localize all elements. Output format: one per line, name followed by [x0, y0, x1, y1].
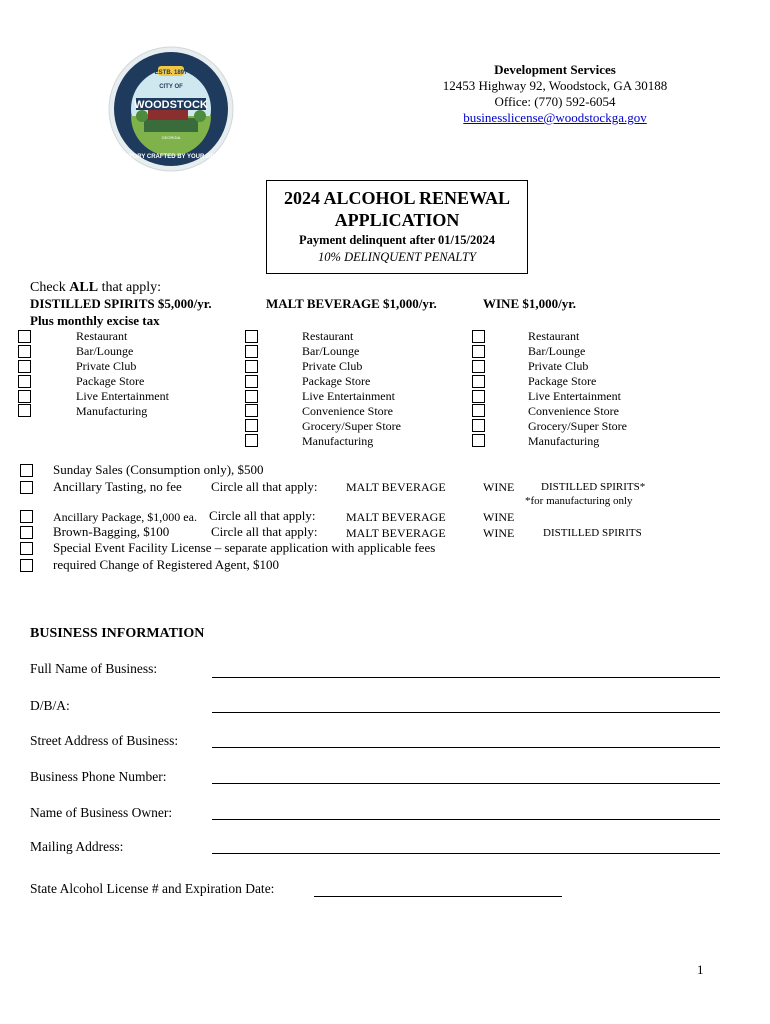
- list-item: Live Entertainment: [76, 389, 169, 403]
- brown-distilled-option[interactable]: DISTILLED SPIRITS: [543, 527, 642, 539]
- business-name-field[interactable]: [212, 677, 720, 678]
- brown-bagging-checkbox[interactable]: [20, 526, 33, 539]
- office-address: 12453 Highway 92, Woodstock, GA 30188: [442, 78, 668, 93]
- special-event-label: Special Event Facility License – separate application with applicable fees: [53, 540, 436, 555]
- checkbox[interactable]: [472, 330, 485, 343]
- checkbox[interactable]: [245, 345, 258, 358]
- registered-agent-label: required Change of Registered Agent, $100: [53, 557, 279, 572]
- office-phone: Office: (770) 592-6054: [494, 94, 616, 109]
- wine-list: [528, 329, 627, 449]
- checkbox[interactable]: [18, 330, 31, 343]
- sunday-sales-checkbox[interactable]: [20, 464, 33, 477]
- list-item: Convenience Store: [528, 404, 619, 418]
- package-wine-option[interactable]: WINE: [483, 510, 515, 524]
- owner-name-label: Name of Business Owner:: [30, 805, 173, 820]
- mailing-address-label: Mailing Address:: [30, 839, 124, 854]
- checkbox[interactable]: [245, 375, 258, 388]
- dba-field[interactable]: [212, 712, 720, 713]
- circle-instruction: Circle all that apply:: [211, 524, 318, 539]
- tasting-wine-option[interactable]: WINE: [483, 480, 515, 494]
- title-line2: APPLICATION: [334, 210, 460, 230]
- list-item: Live Entertainment: [302, 389, 395, 403]
- list-item: Private Club: [528, 359, 589, 373]
- list-item: Private Club: [76, 359, 137, 373]
- checkbox[interactable]: [472, 390, 485, 403]
- tasting-checkbox[interactable]: [20, 481, 33, 494]
- malt-heading: MALT BEVERAGE $1,000/yr.: [266, 296, 437, 311]
- list-item: Private Club: [302, 359, 363, 373]
- list-item: Package Store: [76, 374, 145, 388]
- tasting-label: Ancillary Tasting, no fee: [53, 479, 182, 494]
- owner-name-field[interactable]: [212, 819, 720, 820]
- state-license-field[interactable]: [314, 896, 562, 897]
- circle-instruction: Circle all that apply:: [211, 479, 318, 494]
- checkbox[interactable]: [472, 404, 485, 417]
- list-item: Bar/Lounge: [76, 344, 134, 358]
- mailing-address-field[interactable]: [212, 853, 720, 854]
- distilled-subheading: Plus monthly excise tax: [30, 313, 160, 328]
- tasting-malt-option[interactable]: MALT BEVERAGE: [346, 480, 446, 494]
- page-number: 1: [697, 962, 704, 977]
- distilled-heading: DISTILLED SPIRITS $5,000/yr.: [30, 296, 212, 311]
- checkbox[interactable]: [245, 434, 258, 447]
- list-item: Live Entertainment: [528, 389, 621, 403]
- list-item: Restaurant: [76, 329, 128, 343]
- list-item: Manufacturing: [528, 434, 600, 448]
- list-item: Convenience Store: [302, 404, 393, 418]
- list-item: Grocery/Super Store: [528, 419, 627, 433]
- business-info-heading: BUSINESS INFORMATION: [30, 626, 205, 641]
- checkbox[interactable]: [472, 419, 485, 432]
- logo-state: GEORGIA: [161, 135, 181, 140]
- package-label: Ancillary Package, $1,000 ea.: [53, 510, 197, 524]
- circle-instruction: Circle all that apply:: [209, 508, 316, 523]
- check-all-instruction: Check ALL that apply:: [30, 280, 162, 295]
- wine-heading: WINE $1,000/yr.: [483, 296, 577, 311]
- city-logo: [108, 46, 234, 172]
- street-address-label: Street Address of Business:: [30, 733, 179, 748]
- checkbox[interactable]: [18, 375, 31, 388]
- checkbox[interactable]: [472, 434, 485, 447]
- distilled-list: [76, 329, 169, 419]
- list-item: Restaurant: [302, 329, 354, 343]
- package-checkbox[interactable]: [20, 510, 33, 523]
- brown-bagging-label: Brown-Bagging, $100: [53, 524, 170, 539]
- package-malt-option[interactable]: MALT BEVERAGE: [346, 510, 446, 524]
- brown-malt-option[interactable]: MALT BEVERAGE: [346, 526, 446, 540]
- delinquent-date: Payment delinquent after 01/15/2024: [299, 233, 495, 247]
- checkbox[interactable]: [472, 360, 485, 373]
- checkbox[interactable]: [18, 345, 31, 358]
- list-item: Grocery/Super Store: [302, 419, 401, 433]
- checkbox[interactable]: [245, 330, 258, 343]
- list-item: Manufacturing: [76, 404, 148, 418]
- department-name: Development Services: [494, 62, 616, 77]
- checkbox[interactable]: [245, 360, 258, 373]
- list-item: Restaurant: [528, 329, 580, 343]
- logo-tagline: OUR STORY CRAFTED BY YOUR DREAMS: [109, 154, 233, 160]
- logo-estb: ESTB. 1897: [154, 70, 188, 76]
- checkbox[interactable]: [245, 404, 258, 417]
- registered-agent-checkbox[interactable]: [20, 559, 33, 572]
- tasting-distilled-option[interactable]: DISTILLED SPIRITS*: [541, 481, 646, 493]
- malt-list: [302, 329, 401, 449]
- title-line1: 2024 ALCOHOL RENEWAL: [283, 188, 511, 208]
- list-item: Bar/Lounge: [302, 344, 360, 358]
- title-box: [266, 180, 528, 274]
- checkbox[interactable]: [245, 419, 258, 432]
- list-item: Package Store: [302, 374, 371, 388]
- checkbox[interactable]: [18, 390, 31, 403]
- dba-label: D/B/A:: [30, 698, 70, 713]
- logo-city: CITY OF: [159, 84, 183, 90]
- list-item: Bar/Lounge: [528, 344, 586, 358]
- checkbox[interactable]: [18, 404, 31, 417]
- business-phone-label: Business Phone Number:: [30, 769, 167, 784]
- business-phone-field[interactable]: [212, 783, 720, 784]
- logo-name: WOODSTOCK: [134, 99, 208, 111]
- checkbox[interactable]: [18, 360, 31, 373]
- email-link[interactable]: businesslicense@woodstockga.gov: [463, 110, 647, 125]
- brown-wine-option[interactable]: WINE: [483, 526, 515, 540]
- checkbox[interactable]: [472, 345, 485, 358]
- sunday-sales-label: Sunday Sales (Consumption only), $500: [53, 462, 264, 477]
- penalty-note: 10% DELINQUENT PENALTY: [318, 250, 476, 264]
- header-contact: [420, 62, 690, 126]
- business-name-label: Full Name of Business:: [30, 661, 158, 676]
- list-item: Package Store: [528, 374, 597, 388]
- checkbox[interactable]: [472, 375, 485, 388]
- state-license-label: State Alcohol License # and Expiration Date:: [30, 881, 275, 896]
- manufacturing-footnote: *for manufacturing only: [525, 495, 633, 507]
- special-event-checkbox[interactable]: [20, 542, 33, 555]
- list-item: Manufacturing: [302, 434, 374, 448]
- street-address-field[interactable]: [212, 747, 720, 748]
- checkbox[interactable]: [245, 390, 258, 403]
